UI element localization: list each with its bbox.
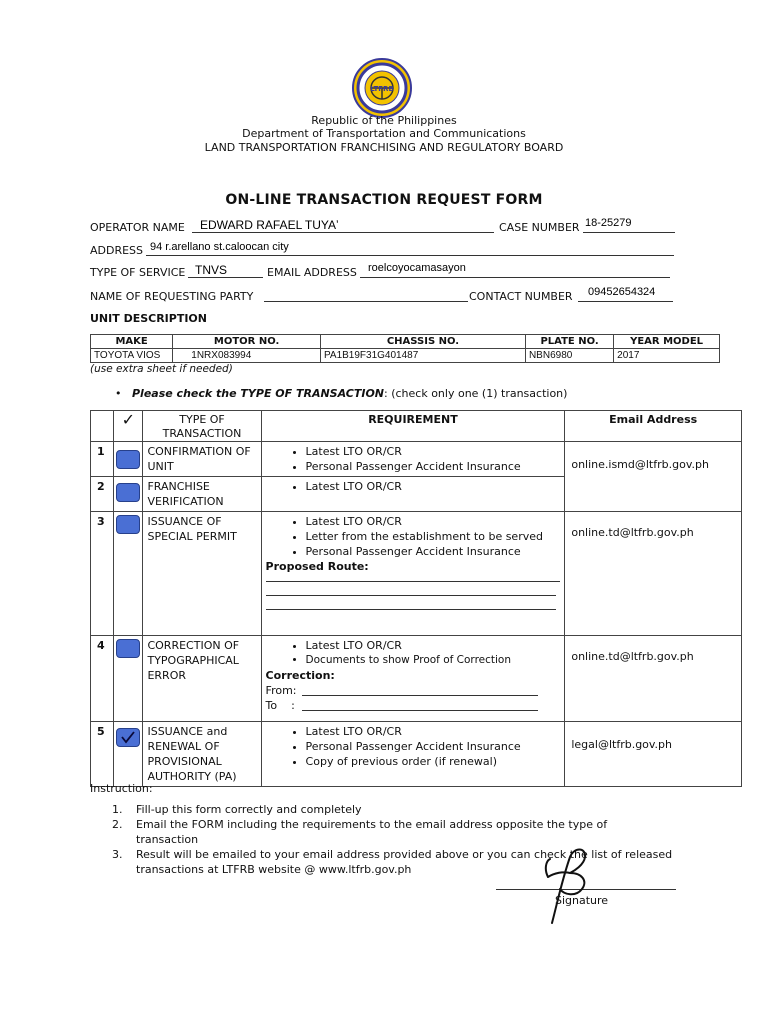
transaction-row-3 [91,512,742,636]
row-number: 3 [91,512,114,636]
unit-col-year: YEAR MODEL [614,335,720,349]
email-header: Email Address [565,411,742,442]
email-address-field[interactable]: roelcoyocamasayon [368,262,466,274]
requesting-party-label: NAME OF REQUESTING PARTY [90,290,254,303]
transaction-type: FRANCHISE VERIFICATION [143,477,261,512]
row-number: 1 [91,442,114,477]
operator-name-label: OPERATOR NAME [90,221,185,234]
unit-col-chassis: CHASSIS NO. [320,335,525,349]
requirement-item: • Personal Passenger Accident Insurance [306,739,565,754]
email-cell: online.ismd@ltfrb.gov.ph [565,442,742,512]
email-address-label: EMAIL ADDRESS [267,266,357,279]
signature-label: Signature [555,894,609,907]
unit-table-header-row [91,335,720,349]
address-field[interactable]: 94 r.arellano st.caloocan city [150,241,289,253]
type-of-service-field[interactable]: TNVS [195,263,228,277]
header-agency: LAND TRANSPORTATION FRANCHISING AND REGULATORY BOARD [204,141,564,154]
type-of-service-line [188,277,263,278]
row-number: 2 [91,477,114,512]
requirements-cell [261,722,565,787]
requirement-item: • Personal Passenger Accident Insurance [306,459,565,474]
ltfrb-seal-logo [342,58,422,118]
requirement-item: • Letter from the establishment to be served [306,529,565,544]
header-republic: Republic of the Philippines [311,114,457,127]
checkbox-cell [114,442,143,477]
transaction-row-1 [91,442,742,477]
email-address-line [360,277,670,278]
requirements-cell [261,512,565,636]
requirement-item: • Latest LTO OR/CR [306,479,565,494]
case-number-label: CASE NUMBER [499,221,580,234]
unit-motor-cell[interactable]: 1NRX083994 [173,349,321,363]
correction-from-row [262,683,565,698]
requirement-item: • Latest LTO OR/CR [306,638,565,653]
proposed-route-line-1[interactable] [266,581,560,582]
requirements-cell [261,636,565,722]
transaction-table [90,410,742,787]
number-header-cell [91,411,114,442]
transaction-type: CORRECTION OF TYPOGRAPHICAL ERROR [143,636,261,722]
bullet-icon: • [115,387,122,400]
row-number: 4 [91,636,114,722]
checkbox-cell [114,477,143,512]
special-permit-checkbox[interactable] [116,515,140,534]
checkbox-cell [114,722,143,787]
operator-name-line [192,232,494,233]
transaction-row-4 [91,636,742,722]
unit-col-make: MAKE [91,335,173,349]
requirement-item: • Copy of previous order (if renewal) [306,754,565,769]
unit-col-motor: MOTOR NO. [173,335,321,349]
requirement-item: • Documents to show Proof of Correction [306,653,565,668]
requesting-party-line [264,301,468,302]
transaction-table-header [91,411,742,442]
contact-number-label: CONTACT NUMBER [469,290,573,303]
correction-checkbox[interactable] [116,639,140,658]
correction-to-label: To : [265,699,295,712]
unit-make-cell[interactable]: TOYOTA VIOS [91,349,173,363]
correction-label: Correction: [265,669,335,682]
check-instruction-emphasis: Please check the TYPE OF TRANSACTION [132,387,384,400]
requirement-item: • Personal Passenger Accident Insurance [306,544,565,559]
transaction-type: CONFIRMATION OF UNIT [143,442,261,477]
transaction-type: ISSUANCE OF SPECIAL PERMIT [143,512,261,636]
unit-year-cell[interactable]: 2017 [614,349,720,363]
form-title: ON-LINE TRANSACTION REQUEST FORM [225,192,543,208]
type-of-service-label: TYPE OF SERVICE [90,266,186,279]
transaction-row-5 [91,722,742,787]
requirement-item: • Latest LTO OR/CR [306,444,565,459]
requirements-cell [261,477,565,512]
requirement-header: REQUIREMENT [261,411,565,442]
operator-name-field[interactable]: EDWARD RAFAEL TUYAʼ [200,218,339,232]
requirement-item: • Latest LTO OR/CR [306,514,565,529]
email-cell: legal@ltfrb.gov.ph [565,722,742,787]
unit-description-heading: UNIT DESCRIPTION [90,312,207,325]
unit-table-row [91,349,720,363]
address-label: ADDRESS [90,244,144,257]
instruction-item: 2. Email the FORM including the requirements to the email address opposite the type of transaction [112,818,608,846]
instruction-text: Email the FORM including the requirements to the email address opposite the type of transaction [136,818,608,846]
instruction-heading: Instruction: [90,782,153,795]
email-cell: online.td@ltfrb.gov.ph [565,636,742,722]
check-instruction-rest: : (check only one (1) transaction) [384,387,568,400]
extra-sheet-note: (use extra sheet if needed) [90,363,233,375]
transaction-type: ISSUANCE and RENEWAL OF PROVISIONAL AUTHORITY (PA) [143,722,261,787]
check-transaction-instruction [115,387,567,400]
contact-number-line [578,301,673,302]
unit-description-table [90,334,720,363]
checkbox-cell [114,636,143,722]
case-number-field[interactable]: 18-25279 [585,217,632,229]
checkbox-cell [114,512,143,636]
header-department: Department of Transportation and Communications [242,127,526,140]
address-line [146,255,674,256]
contact-number-field[interactable]: 09452654324 [588,286,656,298]
confirmation-of-unit-checkbox[interactable] [116,450,140,469]
correction-to-row [262,698,565,713]
instruction-item: 3. Result will be emailed to your email address provided above or you can check the list of released transactions at LTFRB website @ www.ltfrb.gov.ph [112,848,673,876]
checkmark-header-icon: ✓ [114,411,143,442]
unit-plate-cell[interactable]: NBN6980 [525,349,613,363]
proposed-route-line-2[interactable] [266,595,556,596]
instruction-text: Fill-up this form correctly and completely [136,803,362,816]
franchise-verification-checkbox[interactable] [116,483,140,502]
type-header: TYPE OF TRANSACTION [143,411,261,442]
proposed-route-label: Proposed Route: [265,560,369,573]
case-number-line [583,232,675,233]
provisional-authority-checkbox-checked[interactable] [116,728,140,747]
requirement-item: • Latest LTO OR/CR [306,724,565,739]
correction-from-field[interactable] [302,695,538,696]
instruction-text: Result will be emailed to your email address provided above or you can check the list of released transactions at LTFRB website @ www.ltfrb.gov.ph [136,848,673,876]
handwritten-signature [530,845,600,925]
requirements-cell [261,442,565,477]
row-number: 5 [91,722,114,787]
email-cell: online.td@ltfrb.gov.ph [565,512,742,636]
instruction-item: 1. Fill-up this form correctly and completely [112,803,362,816]
correction-from-label: From: [265,684,297,697]
svg-text:LTFRB: LTFRB [370,85,394,93]
proposed-route-line-3[interactable] [266,609,556,610]
correction-to-field[interactable] [302,710,538,711]
unit-chassis-cell[interactable]: PA1B19F31G401487 [320,349,525,363]
unit-col-plate: PLATE NO. [525,335,613,349]
checkmark-icon [117,729,139,746]
